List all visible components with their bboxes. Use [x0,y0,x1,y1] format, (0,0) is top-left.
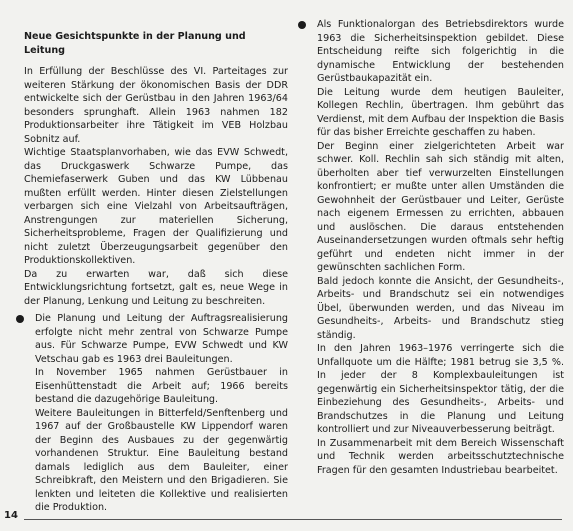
footer-rule [24,519,562,520]
paragraph: Der Beginn einer zielgerichteten Arbeit war schwer. Koll. Rechlin sah sich ständig mit alten, überholten aber tief verwurzelten Einstellungen konfrontiert; er mußte unter allen Umständen die Gewohnheit der Gerüstbauer und Leiter, Gerüste nach eigenem Ermessen zu errichten, abbauen und auslöschen. Die daraus entstehenden Auseinandersetzungen wurden oftmals sehr heftig geführt und endeten nicht immer in der gewünschten sachlichen Form. [317,140,564,273]
paragraph: Bald jedoch konnte die Ansicht, der Gesundheits-, Arbeits- und Brandschutz sei ein notwendiges Übel, überwunden werden, und das Niveau im Gesundheits-, Arbeits- und Brandschutz stieg ständig. [317,275,564,341]
right-body [306,86,564,478]
section-heading: Neue Gesichtspunkte in der Planung und Leitung [24,31,246,56]
paragraph: In den Jahren 1963–1976 verringerte sich die Unfallquote um die Hälfte; 1981 betrug sie 3,5 %. In jeder der 8 Komplexbauleitungen ist gegenwärtig ein Sicherheitsinspektor tätig, der die Einbeziehung des Gesundheits-, Arbeits- und Brandschutzes in die Planung und Leitung kontrolliert und zur Niveauverbesserung beiträgt. [317,343,564,435]
paragraph: Weitere Bauleitungen in Bitterfeld/Senftenberg und 1967 auf der Großbaustelle KW Lippendorf waren der Beginn des Ausbaues zu der gegenwärtig vorhandenen Struktur. Eine Bauleitung bestand damals lediglich aus dem Bauleiter, einer Schreibkraft, den Meistern und den Brigadieren. Sie lenkten und leiteten die Kollektive und realisierten die Produktion. [35,407,288,513]
paragraph: In Erfüllung der Beschlüsse des VI. Parteitages zur weiteren Stärkung der ökonomischen Basis der DDR entwickelte sich der Gerüstbau in den Jahren 1963/64 besonders sprunghaft. Allein 1963 nahmen 182 Produktionsarbeiter ihre Tätigkeit im VEB Holzbau Sobnitz auf. [24,66,288,145]
page-number: 14 [4,510,18,521]
paragraph: Als Funktionalorgan des Betriebsdirektors wurde 1963 die Sicherheitsinspektion gebildet. Diese Entscheidung reifte sich folgerichtig in die dynamische Entwicklung der bestehenden Gerüstbaukapazität ein. [317,19,564,84]
bullet-icon [16,315,24,323]
paragraph: In Zusammenarbeit mit dem Bereich Wissenschaft und Technik werden arbeitsschutztechnische Fragen für den gesamten Industriebau bearbeitet. [317,437,564,476]
bullet-section [24,312,288,515]
bullet-section [306,18,564,86]
right-column [306,12,564,477]
paragraph: Die Leitung wurde dem heutigen Bauleiter, Kollegen Rechlin, übertragen. Ihm gebührt das Verdienst, mit dem Aufbau der Inspektion die Basis für das bisher Erreichte geschaffen zu haben. [317,86,564,138]
paragraph: Die Planung und Leitung der Auftragsrealisierung erfolgte nicht mehr zentral von Schwarze Pumpe aus. Für Schwarze Pumpe, EVW Schwedt und KW Vetschau gab es 1963 drei Bauleitungen. [35,313,288,365]
paragraph: In November 1965 nahmen Gerüstbauer in Eisenhüttenstadt die Arbeit auf; 1966 bereits bestand die dazugehörige Bauleitung. [35,367,288,405]
bullet-icon [298,21,306,29]
left-column [24,12,288,515]
paragraph: Da zu erwarten war, daß sich diese Entwicklungsrichtung fortsetzt, galt es, neue Wege in der Planung, Lenkung und Leitung zu beschreiten. [24,268,288,307]
paragraph: Wichtige Staatsplanvorhaben, wie das EVW Schwedt, das Druckgaswerk Schwarze Pumpe, das Chemiefaserwerk Guben und das KW Lübbenau mußten erfüllt werden. Hinter diesen Zielstellungen verbargen sich eine Vielzahl von Arbeitsaufträgen, Anstrengungen zur materiellen Sicherung, Sicherheitsprobleme, Fragen der Qualifizierung und nicht zuletzt Überzeugungsarbeit gegenüber den Produktionskollektiven. [24,147,288,266]
